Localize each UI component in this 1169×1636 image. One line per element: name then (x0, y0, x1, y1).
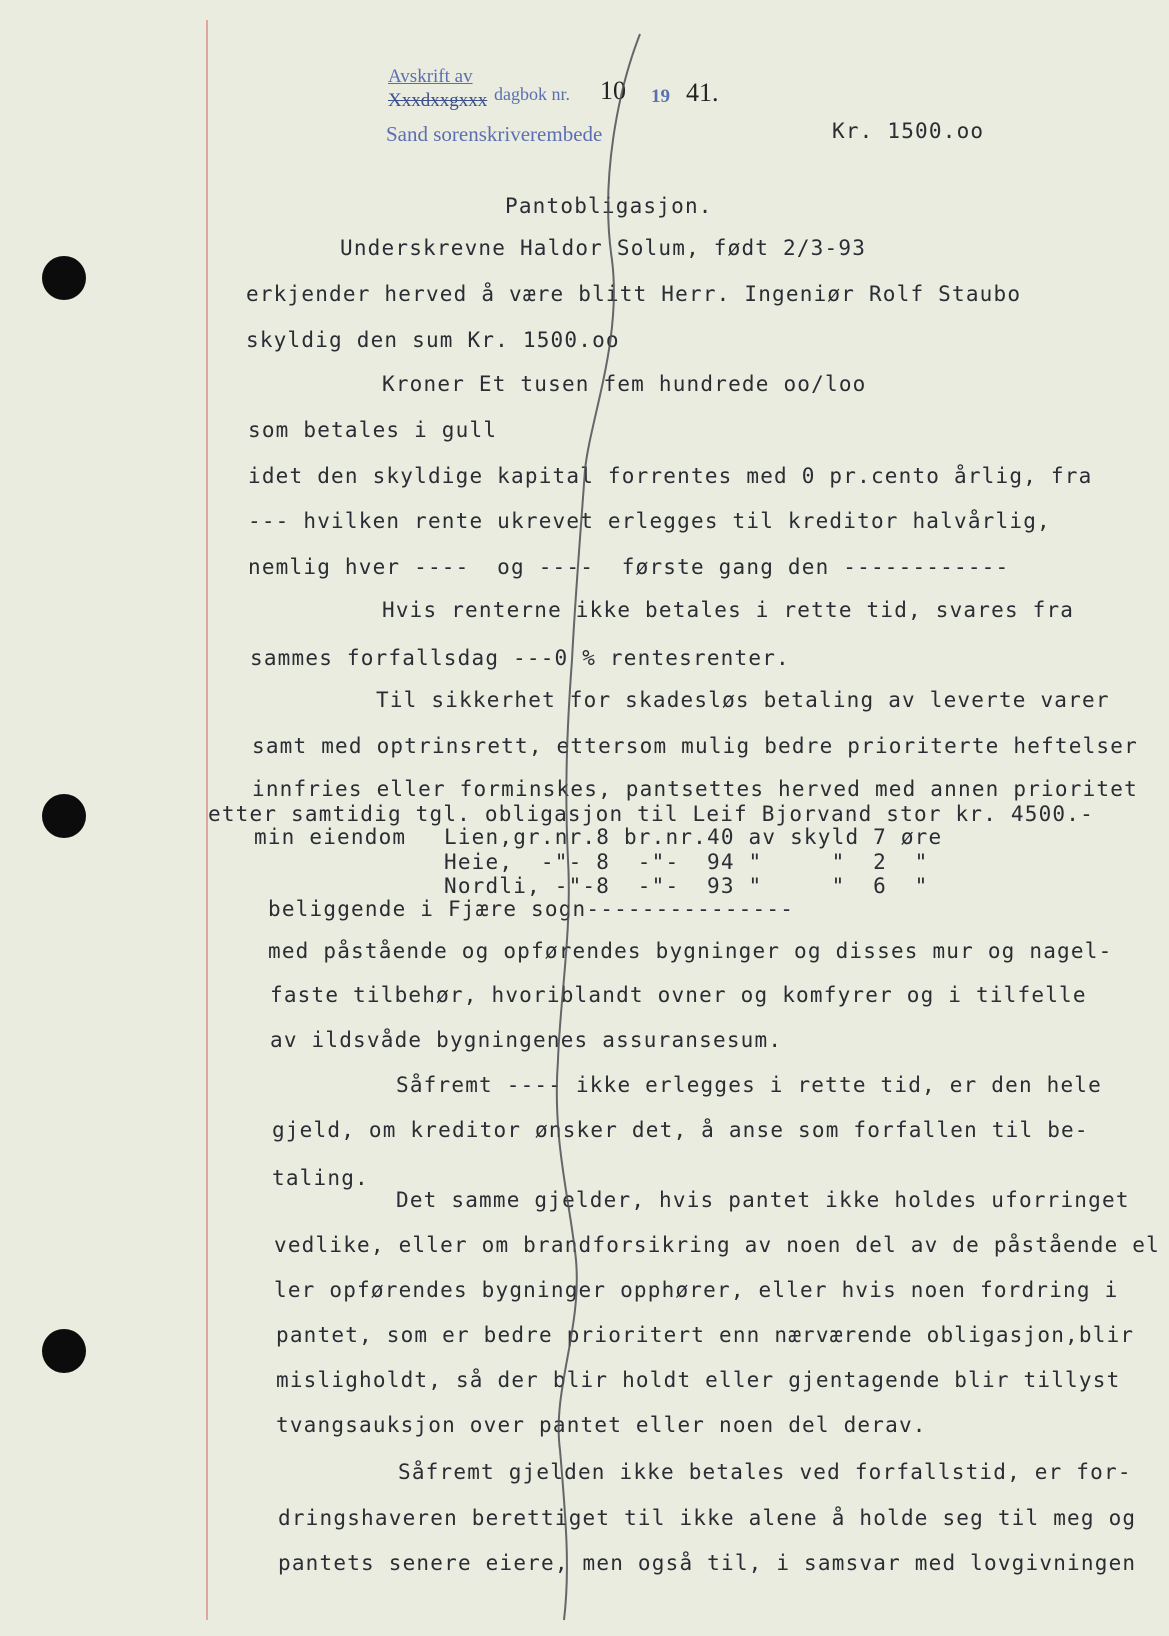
text-line: Hvis renterne ikke betales i rette tid, svares fra (382, 598, 1075, 622)
property-line: Heie, -"- 8 -"- 94 " " 2 " (444, 850, 929, 874)
text-line: min eiendom (254, 825, 407, 849)
stamp-dagbok-label: dagbok nr. (494, 84, 570, 104)
text-line: Såfremt gjelden ikke betales ved forfallstid, er for- (398, 1460, 1132, 1484)
dagbok-year: 41. (686, 78, 719, 107)
text-line: --- hvilken rente ukrevet erlegges til kreditor halvårlig, (248, 509, 1051, 533)
stamp-struck-word: Xxxdxxgxxx (388, 90, 488, 111)
text-line: ler opførendes bygninger opphører, eller hvis noen fordring i (274, 1278, 1119, 1302)
dagbok-number: 10 (600, 76, 626, 105)
header-amount: Kr. 1500.oo (832, 119, 985, 143)
text-line: dringshaveren berettiget til ikke alene å holde seg til meg og (278, 1506, 1137, 1530)
text-line: etter samtidig tgl. obligasjon til Leif Bjorvand stor kr. 4500.- (208, 802, 1094, 826)
punch-hole (42, 794, 86, 838)
text-line: samt med optrinsrett, ettersom mulig bedre prioriterte heftelser (252, 734, 1138, 758)
text-line: tvangsauksjon over pantet eller noen del derav. (276, 1413, 927, 1437)
property-line: Lien,gr.nr.8 br.nr.40 av skyld 7 øre (444, 825, 943, 849)
text-line: av ildsvåde bygningenes assuransesum. (270, 1028, 783, 1052)
text-line: nemlig hver ---- og ---- første gang den ------------ (248, 555, 1010, 579)
property-line: Nordli, -"-8 -"- 93 " " 6 " (444, 874, 929, 898)
punch-hole (42, 256, 86, 300)
text-line: med påstående og opførendes bygninger og disses mur og nagel- (268, 939, 1113, 963)
punch-hole (42, 1329, 86, 1373)
text-line: skyldig den sum Kr. 1500.oo (246, 328, 620, 352)
text-line: beliggende i Fjære sogn--------------- (268, 897, 795, 921)
text-line: vedlike, eller om brandforsikring av noen del av de påstående el (274, 1233, 1160, 1257)
stamp-office: Sand sorenskriverembede (386, 122, 603, 146)
text-line: Underskrevne Haldor Solum, født 2/3-93 (340, 236, 867, 260)
text-line: faste tilbehør, hvoriblandt ovner og komfyrer og i tilfelle (270, 983, 1087, 1007)
text-line: gjeld, om kreditor ønsker det, å anse som forfallen til be- (272, 1118, 1089, 1142)
text-line: pantets senere eiere, men også til, i samsvar med lovgivningen (278, 1551, 1137, 1575)
text-line: som betales i gull (248, 418, 498, 442)
document-title: Pantobligasjon. (505, 194, 713, 218)
text-line: erkjender herved å være blitt Herr. Ingeniør Rolf Staubo (246, 282, 1022, 306)
text-line: Til sikkerhet for skadesløs betaling av leverte varer (376, 688, 1110, 712)
text-line: pantet, som er bedre prioritert enn nærværende obligasjon,blir (276, 1323, 1135, 1347)
text-line: misligholdt, så der blir holdt eller gjentagende blir tillyst (276, 1368, 1121, 1392)
text-line: Såfremt ---- ikke erlegges i rette tid, er den hele (396, 1073, 1102, 1097)
text-line: Det samme gjelder, hvis pantet ikke holdes uforringet (396, 1188, 1130, 1212)
stamp-century: 19 (651, 86, 670, 107)
stamp-avskrift: Avskrift av (388, 66, 473, 87)
text-line: sammes forfallsdag ---0 % rentesrenter. (250, 646, 790, 670)
text-line: Kroner Et tusen fem hundrede oo/loo (382, 372, 867, 396)
text-line: idet den skyldige kapital forrentes med 0 pr.cento årlig, fra (248, 464, 1093, 488)
text-line: innfries eller forminskes, pantsettes herved med annen prioritet (252, 777, 1138, 801)
text-line: taling. (272, 1166, 369, 1190)
